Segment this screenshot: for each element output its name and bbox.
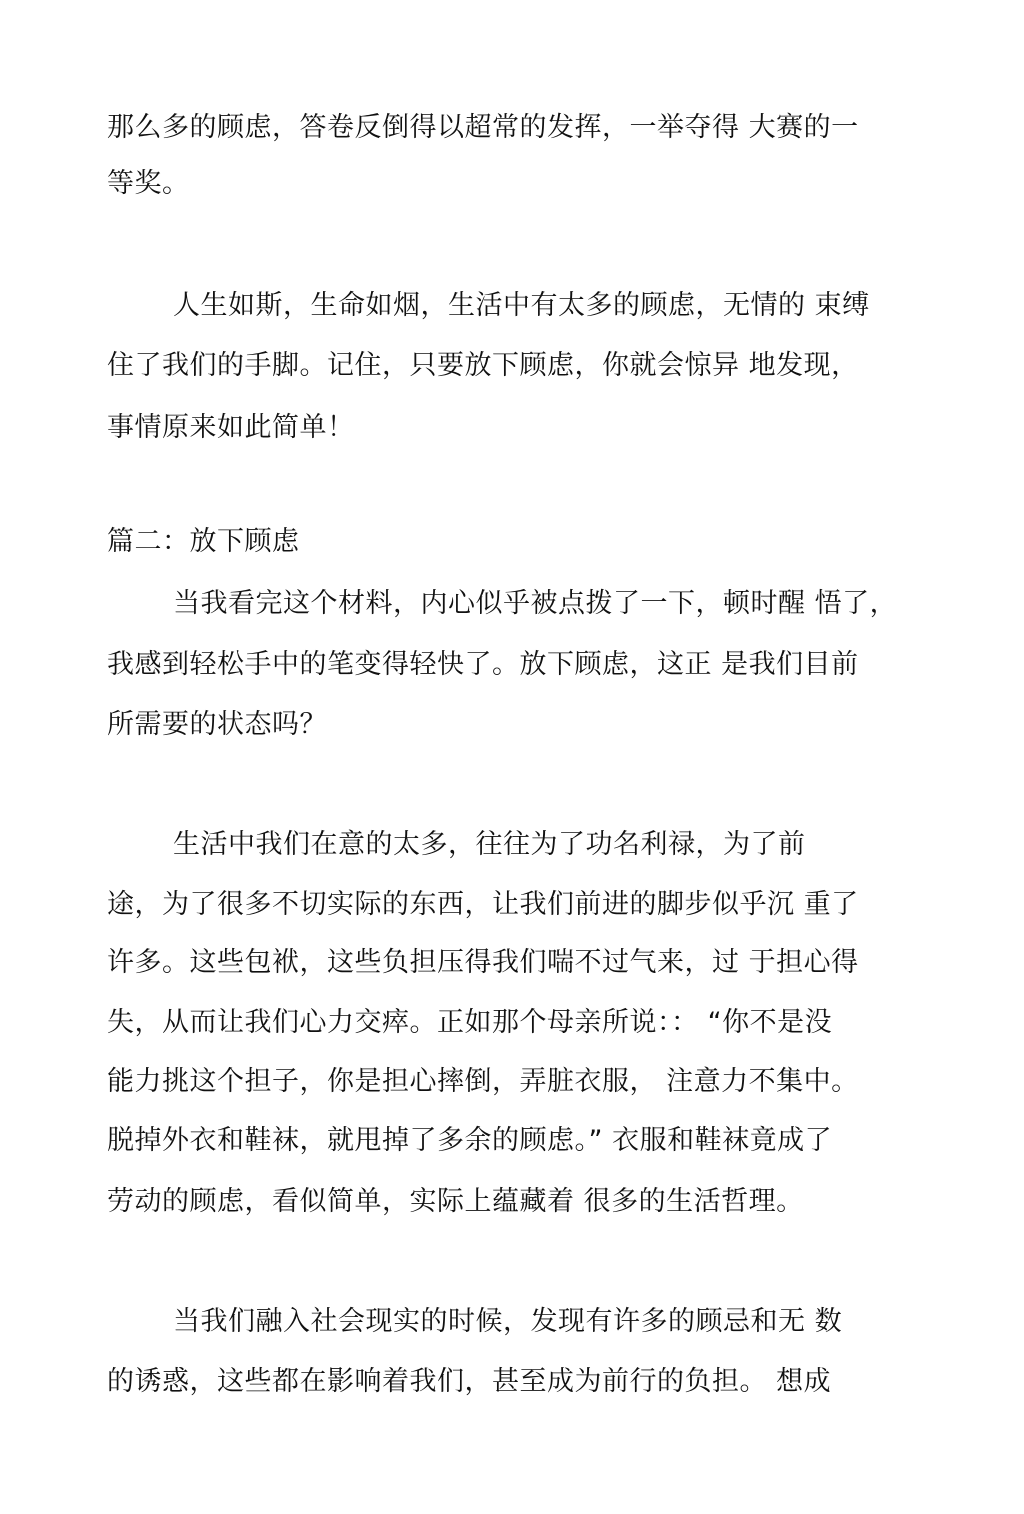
text-line: 当我们融入社会现实的时候，发现有许多的顾忌和无 数 <box>173 1306 843 1337</box>
section-heading: 篇二：放下顾虑 <box>107 526 300 557</box>
text-line: 许多。这些包袱，这些负担压得我们喘不过气来，过 于担心得 <box>107 947 859 978</box>
text-line: 劳动的顾虑，看似简单，实际上蕴藏着 很多的生活哲理。 <box>107 1186 804 1217</box>
text-line: 等奖。 <box>107 168 190 199</box>
text-line: 所需要的状态吗？ <box>107 709 327 740</box>
text-line: 那么多的顾虑，答卷反倒得以超常的发挥，一举夺得 大赛的一 <box>107 112 859 143</box>
text-line: 当我看完这个材料，内心似乎被点拨了一下，顿时醒 悟了， <box>173 588 898 619</box>
text-line: 脱掉外衣和鞋袜，就甩掉了多余的顾虑。” 衣服和鞋袜竟成了 <box>107 1125 833 1156</box>
text-line: 生活中我们在意的太多，往往为了功名利禄，为了前 <box>173 829 806 860</box>
text-line: 的诱惑，这些都在影响着我们，甚至成为前行的负担。 想成 <box>107 1366 832 1397</box>
text-line: 途，为了很多不切实际的东西，让我们前进的脚步似乎沉 重了 <box>107 889 859 920</box>
text-line: 我感到轻松手中的笔变得轻快了。放下顾虑，这正 是我们目前 <box>107 649 859 680</box>
text-line: 能力挑这个担子，你是担心摔倒，弄脏衣服， 注意力不集中。 <box>107 1066 859 1097</box>
text-line: 住了我们的手脚。记住，只要放下顾虑，你就会惊异 地发现， <box>107 350 859 381</box>
text-line: 事情原来如此简单！ <box>107 412 355 443</box>
text-line: 失，从而让我们心力交瘁。正如那个母亲所说：： “你不是没 <box>107 1007 833 1038</box>
text-line: 人生如斯，生命如烟，生活中有太多的顾虑，无情的 束缚 <box>173 290 870 321</box>
